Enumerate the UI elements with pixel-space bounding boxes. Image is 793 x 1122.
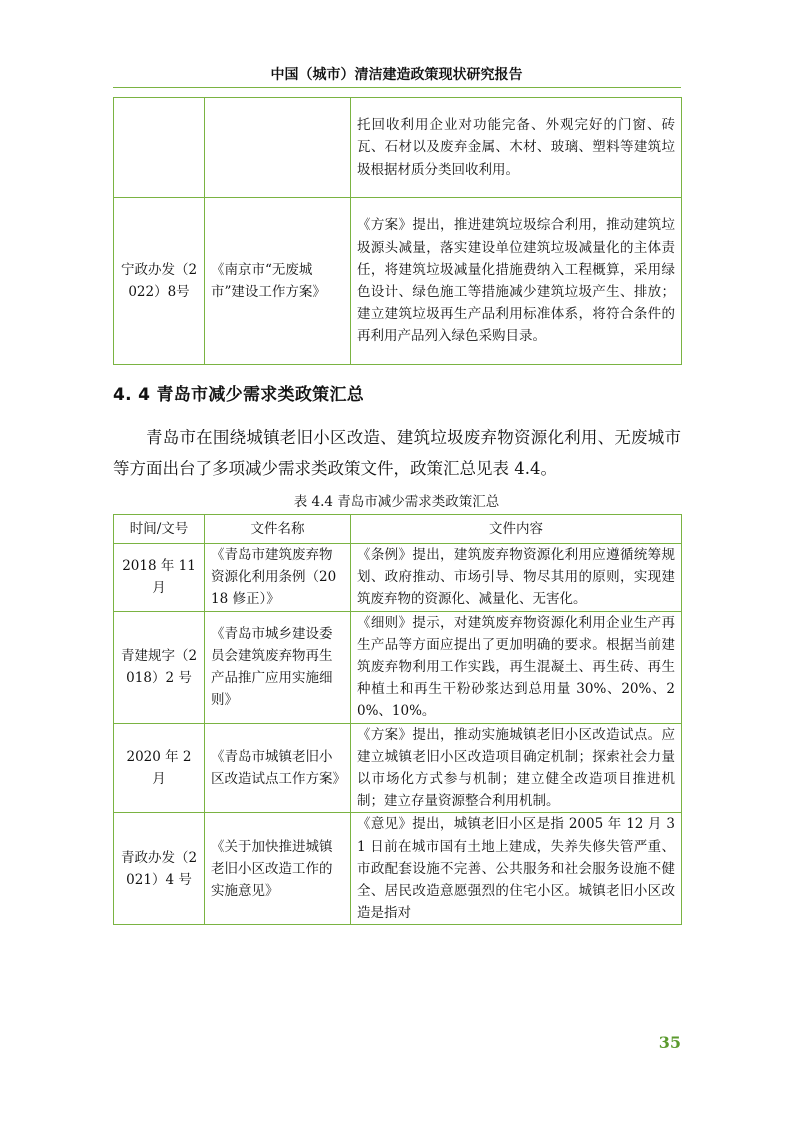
section-heading: 4. 4 青岛市减少需求类政策汇总	[113, 385, 365, 405]
policy-table-continued	[113, 97, 682, 365]
table-caption: 表 4.4 青岛市减少需求类政策汇总	[293, 494, 500, 510]
cell-doc-content: 《方案》提出，推动实施城镇老旧小区改造试点。应建立城镇老旧小区改造项目确定机制；探索社会力量以市场化方式参与机制；建立健全改造项目推进机制；建立存量资源整合利用机制。	[351, 723, 682, 813]
cell-doc-no: 2020 年 2 月	[114, 723, 205, 813]
cell-doc-name: 《青岛市建筑废弃物资源化利用条例（2018 修正）》	[205, 544, 351, 612]
cell-doc-no: 2018 年 11 月	[114, 544, 205, 612]
page-number: 35	[658, 1033, 681, 1052]
cell-doc-no: 宁政办发（2022）8号	[114, 198, 205, 365]
table-row	[114, 544, 682, 612]
report-header-title: 中国（城市）清洁建造政策现状研究报告	[270, 67, 523, 83]
header-time-doc-no: 时间/文号	[114, 515, 205, 544]
table-row	[114, 98, 682, 198]
table-header-row	[114, 515, 682, 544]
table-row	[114, 813, 682, 925]
header-doc-name: 文件名称	[205, 515, 351, 544]
header-divider	[113, 87, 681, 88]
cell-doc-name	[205, 98, 351, 198]
table-row	[114, 611, 682, 723]
cell-doc-content: 《细则》提示，对建筑废弃物资源化利用企业生产再生产品等方面应提出了更加明确的要求。根据当前建筑废弃物利用工作实践，再生混凝土、再生砖、再生种植土和再生干粉砂浆达到总用量 30%、20%、20%、10%。	[351, 611, 682, 723]
cell-doc-name: 《南京市“无废城市”建设工作方案》	[205, 198, 351, 365]
cell-doc-content: 《条例》提出，建筑废弃物资源化利用应遵循统筹规划、政府推动、市场引导、物尽其用的原则，实现建筑废弃物的资源化、减量化、无害化。	[351, 544, 682, 612]
cell-doc-name: 《关于加快推进城镇老旧小区改造工作的实施意见》	[205, 813, 351, 925]
cell-doc-no	[114, 98, 205, 198]
table-row	[114, 198, 682, 365]
cell-doc-content: 《意见》提出，城镇老旧小区是指 2005 年 12 月 31 日前在城市国有土地上建成，失养失修失管严重、市政配套设施不完善、公共服务和社会服务设施不健全、居民改造意愿强烈的住宅小区。城镇老旧小区改造是指对	[351, 813, 682, 925]
header-doc-content: 文件内容	[351, 515, 682, 544]
cell-doc-no: 青政办发（2021）4 号	[114, 813, 205, 925]
cell-doc-name: 《青岛市城镇老旧小区改造试点工作方案》	[205, 723, 351, 813]
qingdao-policy-table	[113, 514, 682, 925]
cell-doc-content: 《方案》提出，推进建筑垃圾综合利用，推动建筑垃圾源头减量，落实建设单位建筑垃圾减量化的主体责任，将建筑垃圾减量化措施费纳入工程概算，采用绿色设计、绿色施工等措施减少建筑垃圾产生、排放；建立建筑垃圾再生产品利用标准体系，将符合条件的再利用产品列入绿色采购目录。	[351, 198, 682, 365]
cell-doc-name: 《青岛市城乡建设委员会建筑废弃物再生产品推广应用实施细则》	[205, 611, 351, 723]
body-paragraph: 青岛市在围绕城镇老旧小区改造、建筑垃圾废弃物资源化利用、无废城市等方面出台了多项减少需求类政策文件，政策汇总见表 4.4。	[113, 428, 681, 478]
cell-doc-no: 青建规字（2018）2 号	[114, 611, 205, 723]
cell-doc-content: 托回收利用企业对功能完备、外观完好的门窗、砖瓦、石材以及废弃金属、木材、玻璃、塑料等建筑垃圾根据材质分类回收利用。	[351, 98, 682, 198]
table-row	[114, 723, 682, 813]
